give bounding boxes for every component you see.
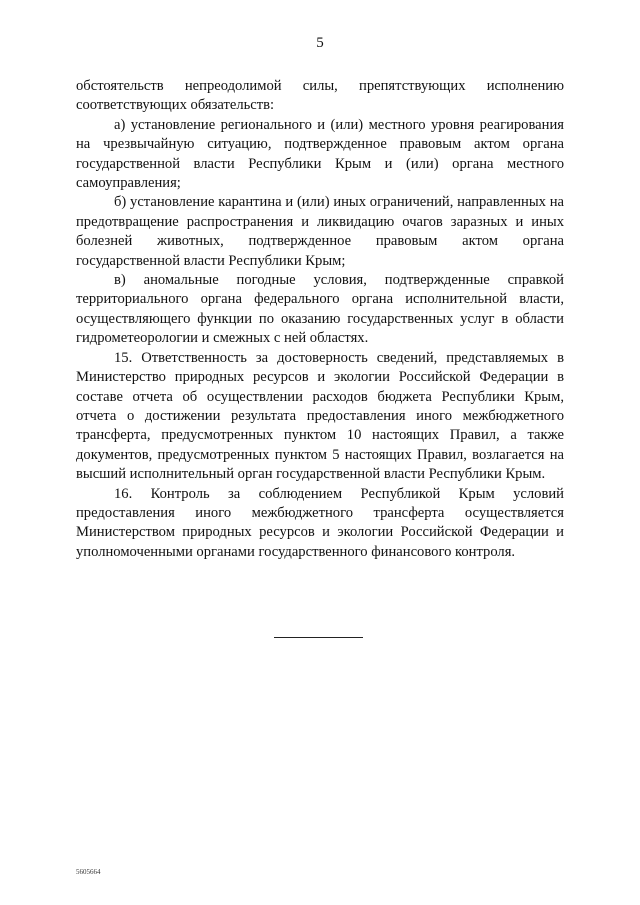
paragraph-clause-15: 15. Ответственность за достоверность сведений, представляемых в Министерство природных ресурсов и экологии Российской Федерации в составе отчета об осуществлении расходов бюджета Республики Крым, отчета о достижении результата предоставления иного межбюджетного трансферта, предусмотренных пунктом 10 настоящих Правил, а также документов, предусмотренных пунктом 5 настоящих Правил, возлагается на высший исполнительный орган государственной власти Республики Крым.	[76, 349, 564, 483]
paragraph-continuation: обстоятельств непреодолимой силы, препятствующих исполнению соответствующих обязательств:	[76, 78, 564, 114]
document-code: 5605664	[76, 868, 101, 876]
document-body	[76, 77, 564, 562]
page-number: 5	[316, 35, 324, 51]
end-separator-line	[274, 637, 363, 638]
paragraph-item-a: а) установление регионального и (или) местного уровня реагирования на чрезвычайную ситуацию, подтвержденное правовым актом органа государственной власти Республики Крым и (или) органа местного самоуправления;	[76, 116, 564, 192]
paragraph-item-v: в) аномальные погодные условия, подтвержденные справкой территориального органа федерального органа исполнительной власти, осуществляющего функции по оказанию государственных услуг в области гидрометеорологии и смежных с ней областях.	[76, 272, 564, 347]
paragraph-item-b: б) установление карантина и (или) иных ограничений, направленных на предотвращение распространения и ликвидацию очагов заразных и иных болезней животных, подтвержденное правовым актом органа государственной власти Республики Крым;	[76, 194, 564, 269]
paragraph-clause-16: 16. Контроль за соблюдением Республикой Крым условий предоставления иного межбюджетного трансферта осуществляется Министерством природных ресурсов и экологии Российской Федерации и уполномоченными органами государственного финансового контроля.	[76, 485, 564, 560]
